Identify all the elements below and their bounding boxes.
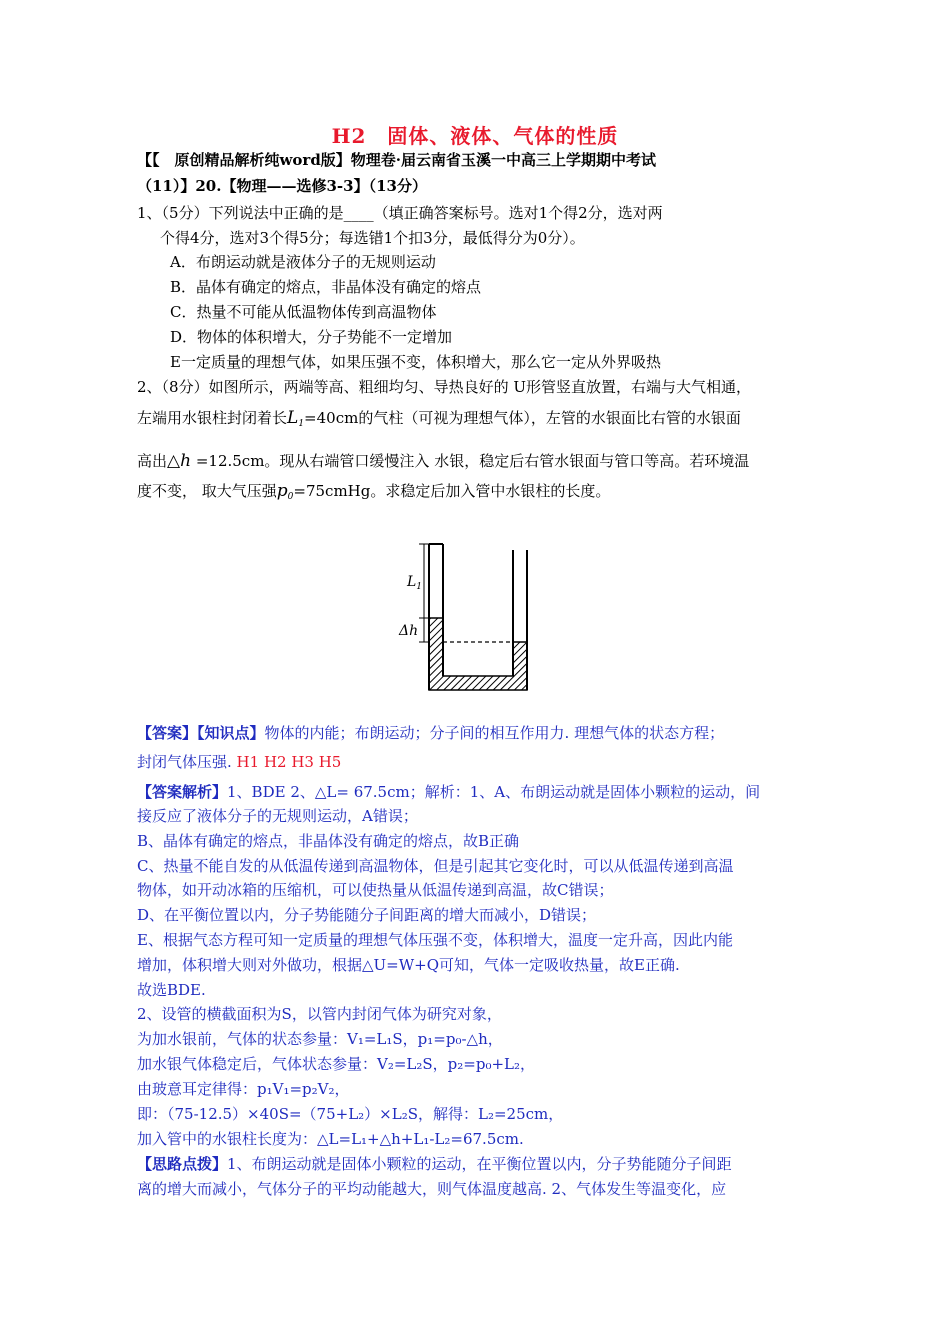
analysis-line-13: 由玻意耳定律得：p₁V₁=p₂V₂， [137,1080,350,1098]
q1-stem-2: 个得4分，选对3个得5分；每选错1个扣3分，最低得分为0分）。 [160,229,585,247]
analysis-line-14: 即：（75-12.5）×40S=（75+L₂）×L₂S，解得：L₂=25cm， [137,1105,564,1123]
analysis-line-12: 加水银气体稳定后，气体状态参量：V₂=L₂S，p₂=p₀+L₂， [137,1055,536,1073]
q2-line-3 [137,451,749,471]
q1-option-a: A．布朗运动就是液体分子的无规则运动 [170,253,436,271]
q1-option-c: C．热量不可能从低温物体传到高温物体 [170,303,437,321]
q1-stem-1: 1、（5分）下列说法中正确的是____（填正确答案标号。选对1个得2分，选对两 [137,204,663,222]
q1-option-e: E一定质量的理想气体，如果压强不变，体积增大，那么它一定从外界吸热 [170,353,661,371]
answer-knowledge-line-2 [137,752,341,772]
q1-option-b: B．晶体有确定的熔点，非晶体没有确定的熔点 [170,278,482,296]
u-tube-figure [395,540,555,700]
analysis-line-8: 增加，体积增大则对外做功，根据△U=W+Q可知，气体一定吸收热量，故E正确. [137,956,680,974]
knowledge-points: 物体的内能；布朗运动；分子间的相互作用力. 理想气体的状态方程； [264,724,725,742]
label-delta-h: Δh [399,623,419,639]
q2-line-2 [137,408,741,434]
answer-knowledge-line [137,723,724,743]
analysis-line-3: B、晶体有确定的熔点，非晶体没有确定的熔点，故B正确 [137,832,520,850]
q2-line-4 [137,481,610,507]
q2-line-4-end: =75cmHg。求稳定后加入管中水银柱的长度。 [293,482,611,500]
analysis-line-2: 接反应了液体分子的无规则运动，A错误； [137,807,418,825]
q2-line-1: 2、（8分）如图所示，两端等高、粗细均匀、导热良好的 U形管竖直放置，右端与大气相通， [137,378,752,396]
hint-line-1: 【思路点拨】1、布朗运动就是固体小颗粒的运动，在平衡位置以内，分子势能随分子间距 [137,1155,732,1173]
knowledge-codes: H1 H2 H3 H5 [231,753,342,771]
q2-line-2-start: 左端用水银柱封闭着长 [137,409,288,427]
knowledge-points-2: 封闭气体压强. [137,753,232,771]
analysis-line-11: 为加水银前，气体的状态参量：V₁=L₁S，p₁=p₀-△h， [137,1030,503,1048]
analysis-line-9: 故选BDE. [137,981,206,999]
q2-line-3-start: 高出 [137,452,168,470]
header-line-1: 【【 原创精品解析纯word版】物理卷·届云南省玉溪一中高三上学期期中考试 [137,151,657,169]
hint-tag: 【思路点拨】 [137,1155,228,1173]
q2-line-2-end: =40cm的气柱（可视为理想气体），左管的水银面比右管的水银面 [304,409,741,427]
q1-option-d: D．物体的体积增大，分子势能不一定增加 [170,328,453,346]
symbol-L1: $L_1$ [287,408,305,429]
u-tube-diagram [395,540,555,700]
q2-line-3-end: =12.5cm。现从右端管口缓慢注入 水银，稳定后右管水银面与管口等高。若环境温 [195,452,750,470]
hint-line-2: 离的增大而减小，气体分子的平均动能越大，则气体温度越高. 2、气体发生等温变化，应 [137,1180,727,1198]
analysis-line-6: D、在平衡位置以内，分子势能随分子间距离的增大而减小，D错误； [137,906,597,924]
knowledge-tag: 【知识点】 [197,724,265,742]
analysis-tag: 【答案解析】 [137,783,228,801]
analysis-line-5: 物体，如开动冰箱的压缩机，可以使热量从低温传递到高温，故C错误； [137,881,614,899]
answer-tag: 【答案】 [137,724,198,742]
label-L1: $L_1$ [407,574,423,592]
analysis-line-4: C、热量不能自发的从低温传递到高温物体，但是引起其它变化时，可以从低温传递到高温 [137,857,734,875]
q2-line-4-start: 度不变， 取大气压强 [137,482,277,500]
header-line-2: （11）】20.【物理——选修3-3】（13分） [137,177,427,195]
analysis-line-10: 2、设管的横截面积为S，以管内封闭气体为研究对象， [137,1005,502,1023]
symbol-delta-h: △h [167,451,192,471]
analysis-line-7: E、根据气态方程可知一定质量的理想气体压强不变，体积增大，温度一定升高，因此内能 [137,931,733,949]
section-title: H2 固体、液体、气体的性质 [331,124,619,148]
symbol-p0: $p_0$ [276,481,294,502]
analysis-line-15: 加入管中的水银柱长度为：△L=L₁+△h+L₁-L₂=67.5cm. [137,1130,524,1148]
analysis-line-1: 【答案解析】1、BDE 2、△L= 67.5cm；解析：1、A、布朗运动就是固体小颗粒的运动，间 [137,783,761,801]
